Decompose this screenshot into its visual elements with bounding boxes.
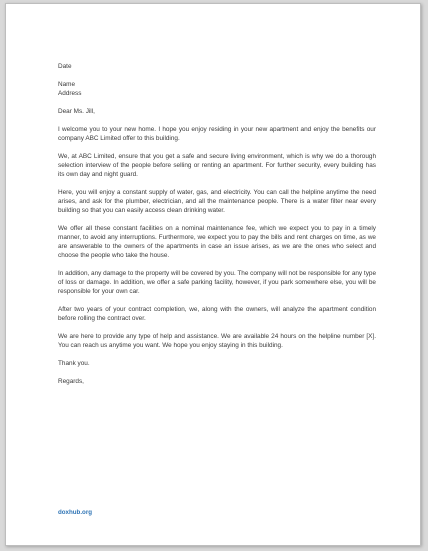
paragraph-contract: After two years of your contract completion, we, along with the owners, will analyze the apartment condition before rolling the contract over.: [58, 306, 376, 322]
document-page: [5, 3, 421, 546]
closing-line: Regards,: [58, 378, 84, 385]
paragraph-security: We, at ABC Limited, ensure that you get a safe and secure living environment, which is why we do a thorough selection interview of the people before selling or renting an apartment. For further security, every building has its own day and night guard.: [58, 153, 376, 178]
paragraph-welcome: I welcome you to your new home. I hope you enjoy residing in your new apartment and enjoy the benefits our company ABC Limited offer to this building.: [58, 126, 376, 142]
date-line: Date: [58, 63, 72, 70]
footer-site-link[interactable]: doxhub.org: [58, 509, 93, 516]
paragraph-maintenance-fee: We offer all these constant facilities on a nominal maintenance fee, which we expect you to pay in a timely manner, to avoid any interruptions. Furthermore, we expect you to pay the bills and rent charges on time, as we are answerable to the owners of the apartments in case an issue arises, as we are the ones who select and choose the people who take the house.: [58, 225, 376, 259]
paragraph-damage: In addition, any damage to the property will be covered by you. The company will not be responsible for any type of loss or damage. In addition, we offer a safe parking facility, however, if you park somewhere else, you will be responsible for your own car.: [58, 270, 376, 295]
recipient-address: Address: [58, 90, 82, 97]
paragraph-utilities: Here, you will enjoy a constant supply of water, gas, and electricity. You can call the helpline anytime the need arises, and ask for the plumber, electrician, and all the maintenance people. There is a water filter near every building so that you can easily access clean drinking water.: [58, 189, 376, 214]
paragraph-assistance: We are here to provide any type of help and assistance. We are available 24 hours on the helpline number [X]. You can reach us anytime you want. We hope you enjoy staying in this building.: [58, 333, 376, 349]
letter-body: [58, 62, 376, 386]
recipient-name: Name: [58, 81, 76, 88]
salutation: Dear Ms. Jill,: [58, 108, 95, 115]
thank-you-line: Thank you.: [58, 360, 90, 367]
